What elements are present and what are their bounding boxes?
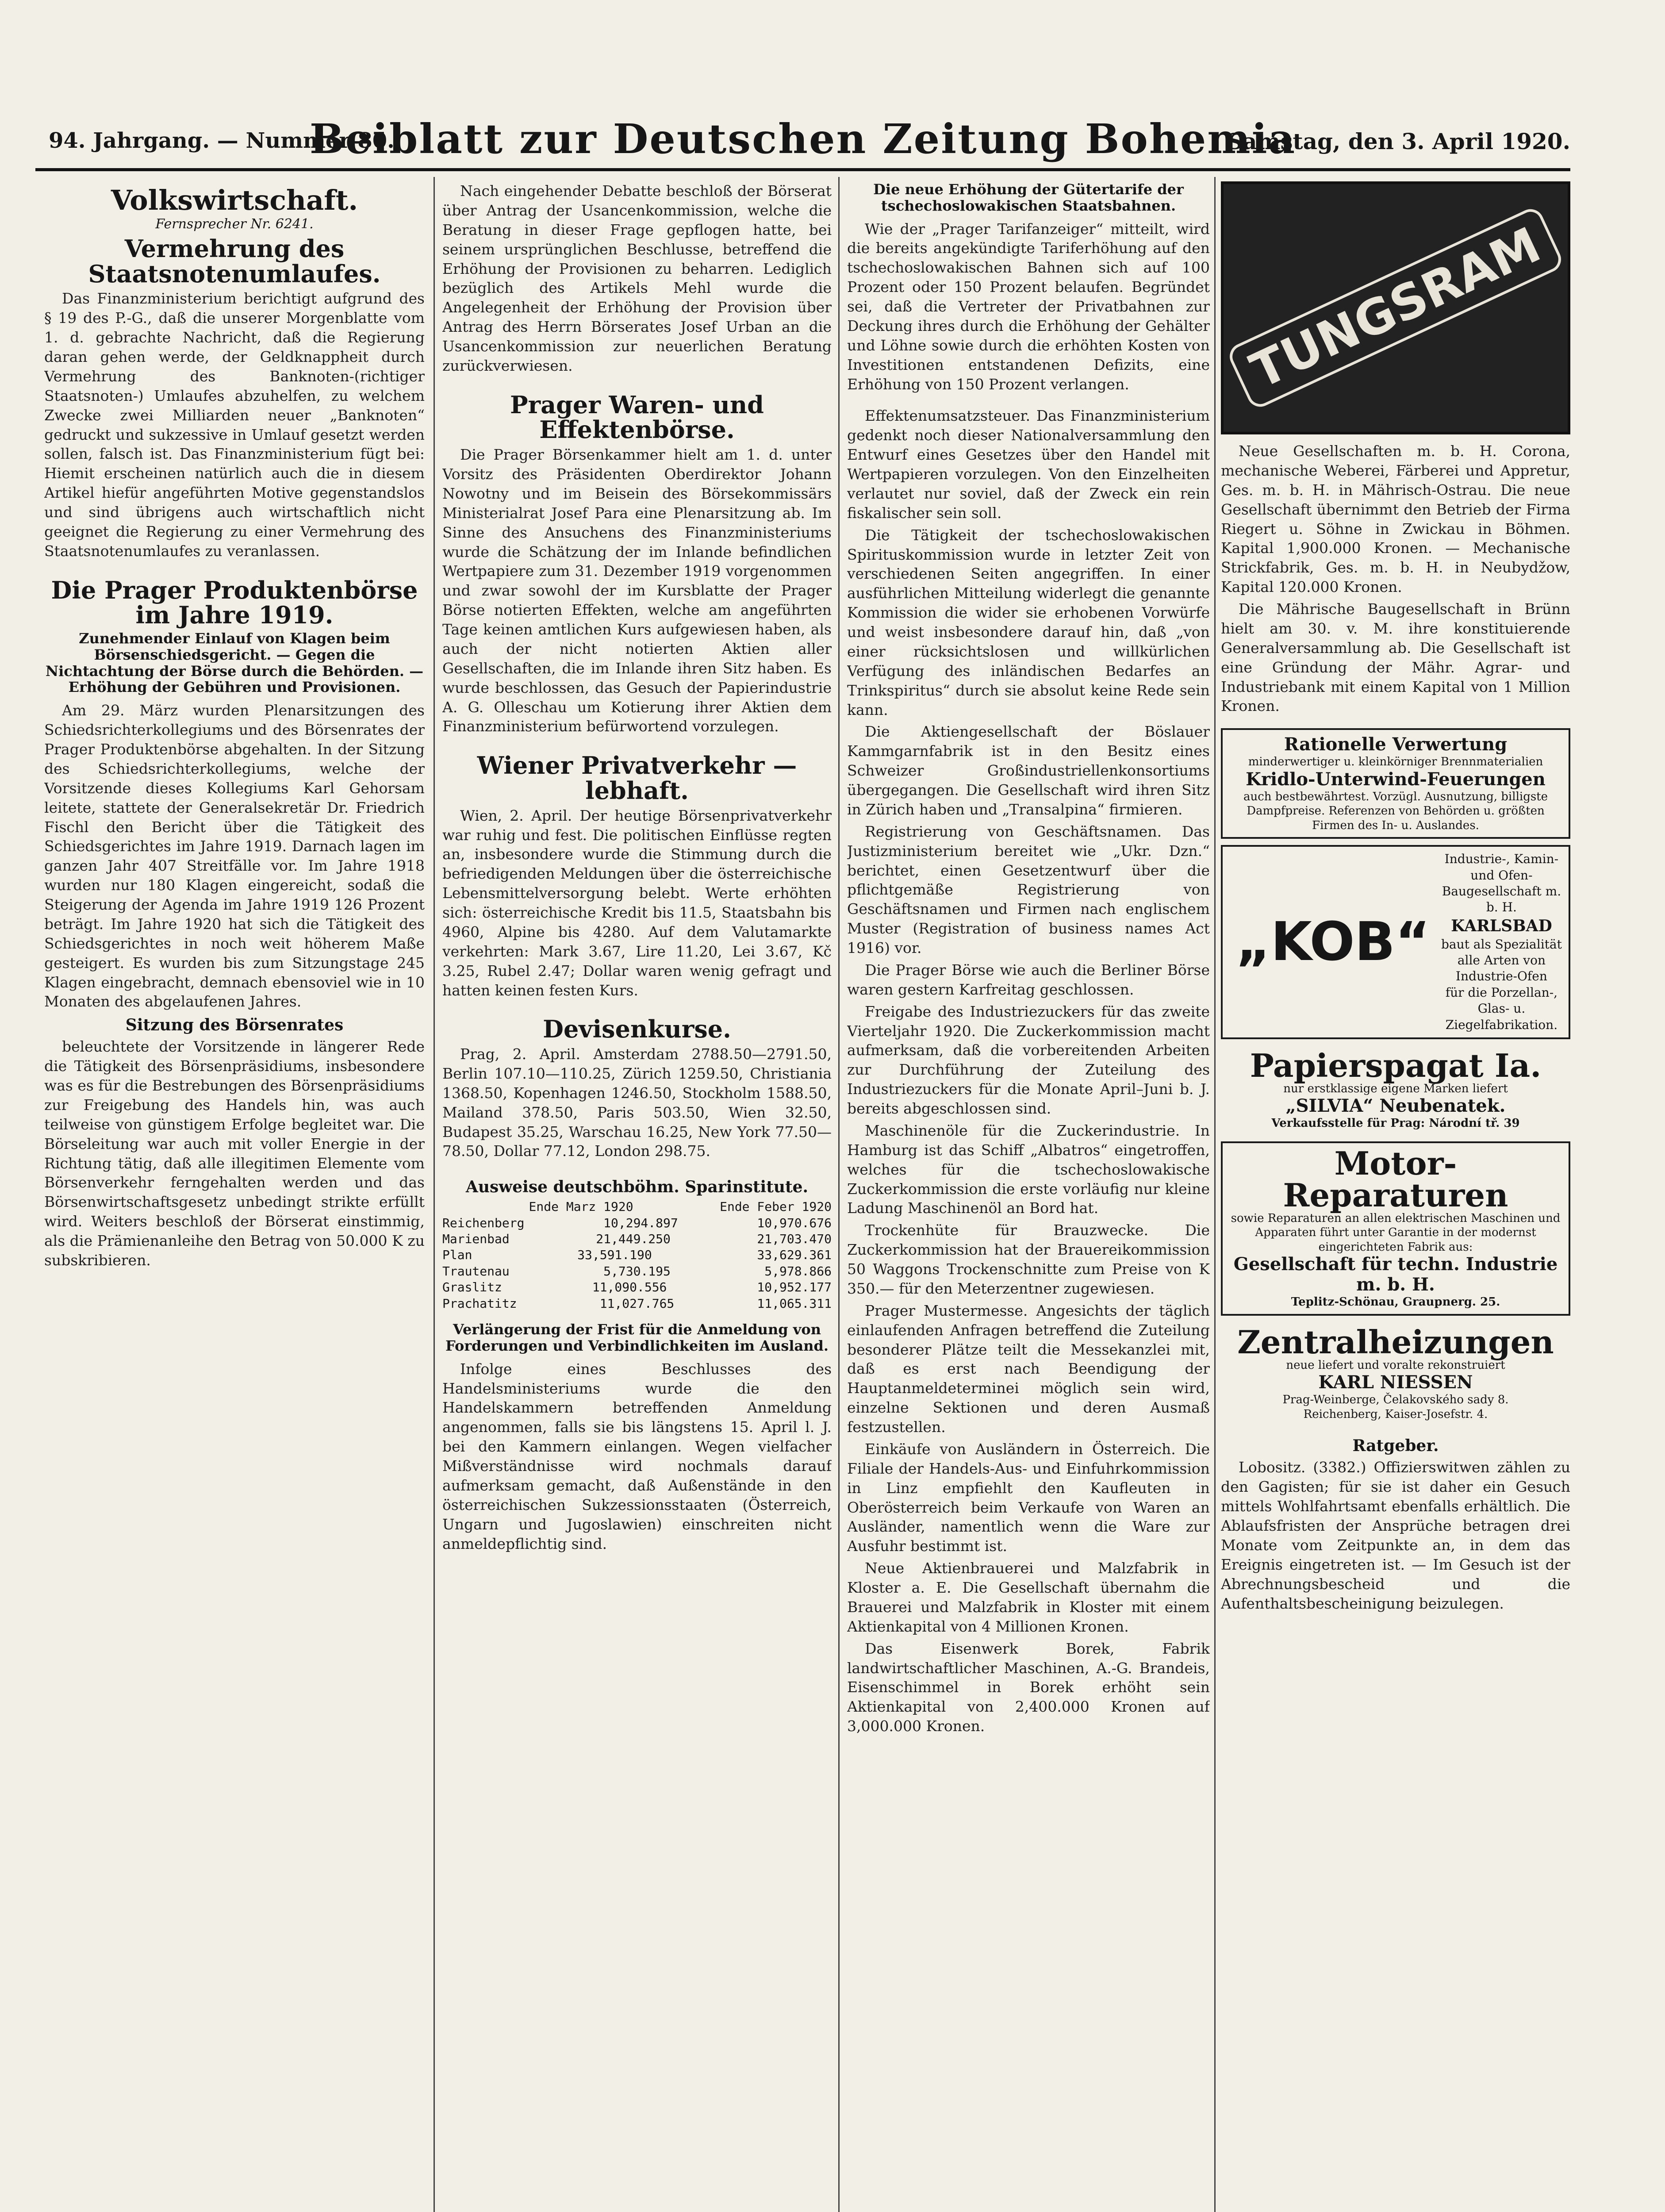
ad-headline: Motor-Reparaturen xyxy=(1283,1144,1508,1214)
header-rule xyxy=(35,168,1570,171)
column-rule xyxy=(434,177,435,2212)
news-item: Die Aktiengesellschaft der Böslauer Kammgarnfabrik ist in den Besitz eines Schweizer Großindustriellenkonsortiums übergegangen. Die Gesellschaft wird ihren Sitz in Zürich haben und „Transalpina“ firmieren. xyxy=(847,723,1210,818)
section-body: Lobositz. (3382.) Offizierswitwen zählen zu den Gagisten; für sie ist daher ein Gesuch mittels Wohlfahrtsamt ebenfalls erhältlich. Die Ablaufsfristen der Ansprüche betragen drei Monate vom Zeitpunkte an, in dem das Ereignis eingetreten ist. — Im Gesuch ist der Abrechnungsbescheid und die Aufenthaltsbescheinigung beizulegen. xyxy=(1221,1459,1570,1612)
table-cell: 11,065.311 xyxy=(757,1296,832,1311)
news-item: Trockenhüte für Brauzwecke. Die Zuckerkommission hat der Brauereikommission 50 Waggons Trockenschnitte zum Preise von K 350.— für den Meterzentner zugewiesen. xyxy=(847,1221,1210,1297)
article-title: Vermehrung des Staatsnotenumlaufes. xyxy=(88,234,381,288)
table-row xyxy=(442,1247,832,1263)
article-fristverlaengerung xyxy=(442,1321,832,1556)
newspaper-page xyxy=(35,0,1570,2212)
ad-brand: „SILVIA“ Neubenatek. xyxy=(1285,1095,1506,1117)
ad-text: auch bestbewährtest. Vorzügl. Ausnutzung, billigste Dampfpreise. Referenzen von Behörden u. größten Firmen des In- u. Auslandes. xyxy=(1243,790,1548,832)
table-cell: Marienbad xyxy=(442,1232,510,1247)
news-item: Die Tätigkeit der tschechoslowakischen Spirituskommission wurde in letzter Zeit von verschiedenen Seiten angegriffen. In einer ausführlichen Mitteilung widerlegt die genannte Kommission die wider sie erhobenen Vorwürfe und weist insbesondere darauf hin, daß „von einer rücksichtslosen und willkürlichen Verfügung des inländischen Bedarfes an Trinkspiritus“ durch sie absolut keine Rede sein kann. xyxy=(847,526,1210,718)
article-lead: Zunehmender Einlauf von Klagen beim Börsenschiedsgericht. — Gegen die Nichtachtung der Börse durch die Behörden. — Erhöhung der Gebühren und Provisionen. xyxy=(45,630,424,696)
table-cell: 5,730.195 xyxy=(603,1263,671,1279)
table-cell: 21,449.250 xyxy=(596,1232,671,1247)
ad-address: Prag-Weinberge, Čelakovského sady 8. xyxy=(1282,1393,1509,1407)
column-3 xyxy=(847,181,1210,2212)
table-cell: 11,090.556 xyxy=(592,1280,667,1295)
ad-title: Rationelle Verwertung xyxy=(1284,734,1508,755)
table-row xyxy=(442,1263,832,1279)
article-sparinstitute xyxy=(442,1173,832,1312)
table-cell: Plan xyxy=(442,1248,472,1263)
table-cell: 10,952.177 xyxy=(757,1280,832,1295)
table-cell: Graslitz xyxy=(442,1280,502,1295)
savings-table xyxy=(442,1199,832,1312)
motor-advertisement xyxy=(1221,1141,1570,1316)
article-body: Am 29. März wurden Plenarsitzungen des Schiedsrichterkollegiums und des Börsenrates der Prager Produktenbörse abgehalten. In der Sitzung des Schiedsrichterkollegiums, welche der Vorsitzende dieses Kollegiums Karl Gehorsam leitete, stattete der Generalsekretär Dr. Friedrich Fischl den Bericht über die Tätigkeit des Schiedsgerichtes im Jahre 1919. Darnach lagen im ganzen Jahr 407 Streitfälle vor. Im Jahre 1918 wurden nur 180 Klagen eingereicht, sodaß die Steigerung der Agenda im Jahre 1919 126 Prozent beträgt. Im Jahre 1920 hat sich die Tätigkeit des Schiedsgerichtes in noch weit höherem Maße gesteigert. Es wurden bis zum Sitzungstage 245 Klagen eingebracht, demnach ebensoviel wie in 10 Monaten des abgelaufenen Jahres. xyxy=(44,702,425,1010)
article-title: Wiener Privatverkehr — lebhaft. xyxy=(477,751,797,805)
table-head-cell: Ende Marz 1920 xyxy=(529,1199,633,1214)
table-cell: 10,294.897 xyxy=(603,1215,678,1230)
news-item: Maschinenöle für die Zuckerindustrie. In Hamburg ist das Schiff „Albatros“ eingetroffen, welches für die tschechoslowakische Zuckerkommission die erste vorläufig nur kleine Ladung Maschinenöl an Bord hat. xyxy=(847,1121,1210,1217)
ad-city: KARLSBAD xyxy=(1451,916,1552,935)
ad-headline: Papierspagat Ia. xyxy=(1250,1046,1542,1084)
article-produktenboerse xyxy=(44,573,425,1273)
ad-address: Teplitz-Schönau, Graupnerg. 25. xyxy=(1291,1295,1500,1309)
table-cell: 21,703.470 xyxy=(757,1232,832,1247)
news-item: Prager Mustermesse. Angesichts der täglich einlaufenden Anfragen betreffend die Zuteilung besonderer Plätze teilt die Messekanzlei mit, daß es erst nach Beendigung der Hauptanmeldeterminei möglich sein wird, einzelne Sektionen und deren Ausmaß festzustellen. xyxy=(847,1302,1210,1436)
article-wiener-privatverkehr xyxy=(442,749,832,1002)
papierspagat-advertisement xyxy=(1221,1045,1570,1135)
ad-text: Verkaufsstelle für Prag: Národní tř. 39 xyxy=(1271,1117,1520,1130)
article-continuation xyxy=(442,181,832,378)
kob-advertisement xyxy=(1221,845,1570,1039)
kob-logo: „KOB“ xyxy=(1236,911,1430,973)
ad-company: KARL NIESSEN xyxy=(1318,1372,1473,1393)
news-item: Die Mährische Baugesellschaft in Brünn hielt am 30. v. M. ihre konstituierende Generalversammlung ab. Die Gesellschaft ist eine Gründung der Mähr. Agrar- und Industriebank mit einem Kapital von 1 Million Kronen. xyxy=(1221,600,1570,715)
kridlo-advertisement xyxy=(1221,728,1570,839)
ad-subtitle: minderwertiger u. kleinkörniger Brennmaterialien xyxy=(1248,755,1543,769)
masthead: Beiblatt zur Deutschen Zeitung Bohemia xyxy=(309,115,1297,163)
news-notes xyxy=(847,406,1210,1739)
ad-text: baut als Spezialität alle Arten von Industrie-Ofen xyxy=(1441,937,1562,984)
table-cell: 10,970.676 xyxy=(757,1215,832,1230)
news-item: Freigabe des Industriezuckers für das zweite Vierteljahr 1920. Die Zuckerkommission macht aufmerksam, daß die vorbereitenden Arbeiten zur Durchführung der Zuteilung des Industriezuckers für die Monate April–Juni b. J. bereits abgeschlossen sind. xyxy=(847,1002,1210,1118)
issue-info: 94. Jahrgang. — Nummer 80. xyxy=(49,128,395,153)
article-staatsnoten xyxy=(44,181,425,564)
article-guetertarife xyxy=(847,181,1210,396)
article-subheading: Sitzung des Börsenrates xyxy=(125,1016,344,1035)
ad-text: sowie Reparaturen an allen elektrischen Maschinen und Apparaten führt unter Garantie in der modernst eingerichteten Fabrik aus: xyxy=(1231,1211,1561,1254)
ad-headline: Kridlo-Unterwind-Feuerungen xyxy=(1246,768,1546,790)
news-item: Effektenumsatzsteuer. Das Finanzministerium gedenkt noch dieser Nationalversammlung den Entwurf eines Gesetzes über den Handel mit Wertpapieren vorzulegen. Von den Einzelheiten verlautet nur soviel, daß der Zweck ein rein fiskalischer sein soll. xyxy=(847,407,1210,522)
table-row xyxy=(442,1279,832,1295)
rubric-phone: Fernsprecher Nr. 6241. xyxy=(155,216,314,232)
article-title: Die Prager Produktenbörse im Jahre 1919. xyxy=(51,576,418,630)
table-cell: 5,978.866 xyxy=(764,1263,832,1279)
tungsram-advertisement xyxy=(1221,181,1570,434)
table-row xyxy=(442,1231,832,1247)
table-cell: 11,027.765 xyxy=(599,1296,675,1311)
table-cell: Prachatitz xyxy=(442,1296,517,1311)
article-title: Prager Waren- und Effektenbörse. xyxy=(510,390,764,444)
news-item: Neue Gesellschaften m. b. H. Corona, mechanische Weberei, Färberei und Appretur, Ges. m. b. H. in Mährisch-Ostrau. Die neue Gesellschaft übernimmt den Betrieb der Firma Riegert u. Söhne in Zwickau in Böhmen. Kapital 1,900.000 Kronen. — Mechanische Strickfabrik, Ges. m. b. H. in Neubydžow, Kapital 120.000 Kronen. xyxy=(1221,442,1570,596)
article-title: Ausweise deutschböhm. Sparinstitute. xyxy=(465,1178,809,1197)
news-item: Einkäufe von Ausländern in Österreich. Die Filiale der Handels-Aus- und Einfuhrkommission in Linz empfiehlt den Kaufleuten in Oberösterreich beim Verkaufe von Waren an Ausländer, namentlich wenn die Ware zur Ausfuhr bestimmt ist. xyxy=(847,1440,1210,1555)
table-cell: Trautenau xyxy=(442,1263,510,1279)
news-item: Registrierung von Geschäftsnamen. Das Justizministerium bereitet wie „Ukr. Dzn.“ berichtet, einen Gesetzentwurf über die pflichtgemäße Registrierung von Geschäftsnamen und Firmen nach englischem Muster (Registration of business names Act 1916) vor. xyxy=(847,822,1210,957)
ad-headline: Zentralheizungen xyxy=(1237,1323,1554,1361)
tungsram-logo: TUNGSRAM xyxy=(1226,205,1566,411)
article-body: Nach eingehender Debatte beschloß der Börserat über Antrag der Usancenkommission, welche die Beratung in dieser Frage gepflogen hatte, bei seinem ursprünglichen Beschlusse, betreffend die Erhöhung der Provisionen zu beharren. Lediglich bezüglich des Artikels Mehl wurde die Angelegenheit der Erhöhung der Provision über Antrag des Herrn Börserates Josef Urban an die Usancenkommission zur neuerlichen Beratung zurückverwiesen. xyxy=(442,182,832,374)
article-body: Wie der „Prager Tarifanzeiger“ mitteilt, wird die bereits angekündigte Tariferhöhung auf den tschechoslowakischen Bahnen sich auf 100 Prozent oder 150 Prozent belaufen. Begründet sei, daß die Vertreter der Privatbahnen zur Deckung ihres durch die Erhöhung der Gehälter und Löhne sowie durch die erhöhten Kosten von Investitionen entstandenen Defizits, eine Erhöhung von 150 Prozent verlangen. xyxy=(847,220,1210,393)
ad-text: Industrie-, Kamin- und Ofen-Baugesellschaft m. b. H. xyxy=(1442,852,1561,915)
column-rule xyxy=(838,177,840,2212)
ad-text: nur erstklassige eigene Marken liefert xyxy=(1283,1082,1508,1095)
table-header xyxy=(442,1199,832,1215)
article-body: Das Finanzministerium berichtigt aufgrund des § 19 des P.-G., daß die unserer Morgenblatte vom 1. d. gebrachte Nachricht, daß die Regierung daran gehen werde, der Geldknappheit durch Vermehrung des Banknoten-(richtiger Staatsnoten-) Umlaufes abzuhelfen, zu welchem Zwecke zwei Milliarden neuer „Banknoten“ gedruckt und sukzessive in Umlauf gesetzt werden sollen, falsch ist. Das Finanzministerium fügt bei: Hiemit erscheinen natürlich auch die in diesem Artikel hiefür angeführten Motive gegenstandslos und sind übrigens auch wirtschaftlich nicht geeignet die Regierung zu einer Vermehrung des Staatsnotenumlaufes zu veranlassen. xyxy=(44,290,425,560)
article-title: Devisenkurse. xyxy=(543,1015,731,1044)
table-cell: 33,591.190 xyxy=(577,1248,652,1263)
news-item: Das Eisenwerk Borek, Fabrik landwirtschaftlicher Maschinen, A.-G. Brandeis, Eisenschimmel in Borek erhöht sein Aktienkapital von 2,400.000 Kronen auf 3,000.000 Kronen. xyxy=(847,1640,1210,1735)
article-devisenkurse xyxy=(442,1012,832,1164)
table-row xyxy=(442,1296,832,1312)
ad-text: für die Porzellan-, Glas- u. Ziegelfabrikation. xyxy=(1445,985,1558,1032)
article-body: Die Prager Börsenkammer hielt am 1. d. unter Vorsitz des Präsidenten Oberdirektor Johann Nowotny und im Beisein des Börsekommissärs Ministerialrat Josef Para eine Plenarsitzung ab. Im Sinne des Ansuchens des Finanzministeriums wurde die Schätzung der im Inlande befindlichen Wertpapiere zum 31. Dezember 1919 vorgenommen und zwar sowohl der im Kursblatte der Prager Börse notierten Effekten, welche am angeführten Tage keinen amtlichen Kurs aufgewiesen haben, als auch der nicht notierten Aktien aller Gesellschaften, die im Inlande ihren Sitz haben. Es wurde beschlossen, das Gesuch der Papierindustrie A. G. Olleschau um Kotierung ihrer Aktien dem Finanzministerium befürwortend vorzulegen. xyxy=(442,446,832,735)
section-title: Ratgeber. xyxy=(1352,1436,1439,1455)
zentralheizungen-advertisement xyxy=(1221,1322,1570,1426)
column-4 xyxy=(1221,181,1570,2212)
ad-text: neue liefert und voralte rekonstruiert xyxy=(1286,1358,1505,1372)
ad-company: Gesellschaft für techn. Industrie m. b. H. xyxy=(1233,1254,1558,1295)
article-effektenboerse xyxy=(442,388,832,739)
page-header xyxy=(35,111,1570,164)
article-body: Wien, 2. April. Der heutige Börsenprivatverkehr war ruhig und fest. Die politischen Einflüsse regten an, insbesondere wurde die Stimmung durch die befriedigenden Meldungen über die österreichische Lebensmittelversorgung belebt. Werte erhöhten sich: österreichische Kredit bis 11.5, Staatsbahn bis 4960, Alpine bis 4280. Auf dem Valutamarkte verkehrten: Mark 3.67, Lire 11.20, Lei 3.67, Kč 3.25, Rubel 2.47; Dollar waren wenig gefragt und hatten keinen festen Kurs. xyxy=(442,806,832,999)
table-cell: Reichenberg xyxy=(442,1215,525,1230)
ratgeber-section xyxy=(1221,1432,1570,1616)
column-rule xyxy=(1214,177,1216,2212)
table-row xyxy=(442,1215,832,1231)
table-cell: 33,629.361 xyxy=(757,1248,832,1263)
news-item: Neue Aktienbrauerei und Malzfabrik in Kloster a. E. Die Gesellschaft übernahm die Brauerei und Malzfabrik in Kloster mit einem Aktienkapital von 4 Millionen Kronen. xyxy=(847,1559,1210,1635)
column-1 xyxy=(44,181,425,2212)
table-head-cell: Ende Feber 1920 xyxy=(720,1199,832,1214)
article-body: Prag, 2. April. Amsterdam 2788.50—2791.50, Berlin 107.10—110.25, Zürich 1259.50, Christiania 1368.50, Kopenhagen 1246.50, Stockholm 1588.50, Mailand 378.50, Paris 503.50, Wien 32.50, Budapest 35.25, Warschau 16.25, New York 77.50—78.50, Dollar 77.12, London 298.75. xyxy=(442,1045,832,1160)
article-title: Die neue Erhöhung der Gütertarife der tschechoslowakischen Staatsbahnen. xyxy=(873,181,1184,214)
ad-address: Reichenberg, Kaiser-Josefstr. 4. xyxy=(1303,1407,1488,1421)
rubric-title: Volkswirtschaft. xyxy=(111,184,358,216)
issue-date: Samstag, den 3. April 1920. xyxy=(1226,128,1570,154)
article-title: Verlängerung der Frist für die Anmeldung von Forderungen und Verbindlichkeiten im Ausland. xyxy=(445,1321,829,1354)
news-item: Die Prager Börse wie auch die Berliner Börse waren gestern Karfreitag geschlossen. xyxy=(847,961,1210,998)
article-body: Infolge eines Beschlusses des Handelsministeriums wurde die den Handelskammern betreffenden Anmeldung angenommen, falls sie bis längstens 15. April l. J. bei den Kammern einlangen. Wegen vielfacher Mißverständnisse wird nochmals darauf aufmerksam gemacht, daß Außenstände in den österreichischen Sukzessionsstaaten (Österreich, Ungarn und Jugoslawien) einschreiten nicht anmeldepflichtig sind. xyxy=(442,1360,832,1552)
article-body: beleuchtete der Vorsitzende in längerer Rede die Tätigkeit des Börsenpräsidiums, insbesondere was es für die Bestrebungen des Börsenpräsidiums zur Freigebung des Handels hin, was auch teilweise von günstigem Erfolge begleitet war. Die Börseleitung war auch mit voller Energie in der Richtung tätig, daß alle illegitimen Elemente vom Börsenverkehr ferngehalten werden und das Börsenwirtschaftsgesetz unbedingt strikte erfüllt wird. Weiters beschloß der Börserat einstimmig, als die Prämienanleihe den Betrag von 50.000 K zu subskribieren. xyxy=(44,1038,425,1269)
company-notes xyxy=(1221,442,1570,718)
column-2 xyxy=(442,181,832,2212)
